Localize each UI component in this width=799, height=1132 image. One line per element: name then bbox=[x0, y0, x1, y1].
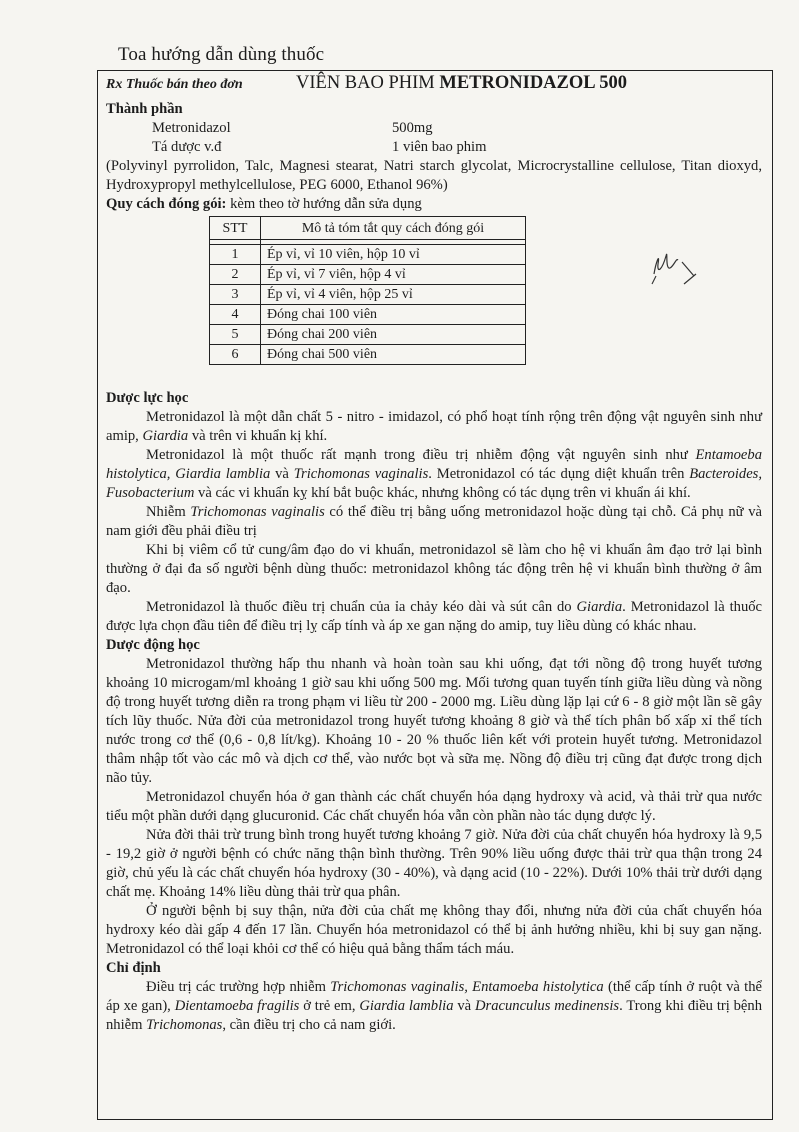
product-title bbox=[296, 74, 627, 93]
excipient-list: (Polyvinyl pyrrolidon, Talc, Magnesi stearat, Natri starch glycolat, Microcrystalline cellulose, Titan dioxyd, Hydroxypropyl methylcellulose, PEG 6000, Ethanol 96%) bbox=[106, 158, 762, 193]
ingredient-row bbox=[106, 138, 762, 157]
paragraph: Metronidazol là thuốc điều trị chuẩn của ỉa chảy kéo dài và sút cân do Giardia. Metronidazol là thuốc được lựa chọn đầu tiên để điều trị lỵ cấp tính và áp xe gan nặng do amip, tuy liều dùng có khác nhau. bbox=[106, 599, 763, 634]
ingredient-name: Metronidazol bbox=[152, 120, 231, 136]
document-title: Toa hướng dẫn dùng thuốc bbox=[118, 44, 325, 65]
table-row bbox=[210, 245, 526, 265]
stt-cell: 3 bbox=[210, 285, 261, 305]
desc-cell: Ép vỉ, vỉ 10 viên, hộp 10 vỉ bbox=[261, 245, 526, 265]
paragraph: Ở người bệnh bị suy thận, nửa đời của chất mẹ không thay đổi, nhưng nửa đời của chất chuyển hóa hydroxy kéo dài gấp 4 đến 17 lần. Chuyển hóa metronidazol có thể bị ảnh hưởng nhiều, khi bị suy gan nặng. Metronidazol có thể loại khỏi cơ thể có hiệu quả bằng thẩm tách máu. bbox=[106, 903, 762, 957]
ingredient-row bbox=[106, 119, 762, 138]
desc-cell: Đóng chai 100 viên bbox=[261, 305, 526, 325]
rx-label: Rx Thuốc bán theo đơn bbox=[106, 77, 243, 92]
paragraph: Metronidazol thường hấp thu nhanh và hoàn toàn sau khi uống, đạt tới nồng độ trong huyết tương khoảng 10 microgam/ml khoảng 1 giờ sau khi uống 500 mg. Mối tương quan tuyến tính giữa liều dùng và nồng độ trong huyết tương diễn ra trong phạm vi liều từ 200 - 2000 mg. Liều dùng lặp lại cứ 6 - 8 giờ một lần sẽ gây tích lũy thuốc. Nửa đời của metronidazol trong huyết tương khoảng 8 giờ và thể tích phân bố xấp xỉ thể tích nước trong cơ thể (0,6 - 0,8 lít/kg). Khoảng 10 - 20 % thuốc liên kết với protein huyết tương. Metronidazol thâm nhập tốt vào các mô và dịch cơ thể, vào nước bọt và sữa mẹ. Nồng độ điều trị cũng đạt được trong dịch não tủy. bbox=[106, 656, 762, 786]
ingredient-amount: 500mg bbox=[392, 120, 433, 136]
desc-cell: Đóng chai 500 viên bbox=[261, 345, 526, 365]
indications-heading: Chỉ định bbox=[106, 960, 161, 976]
stt-cell: 6 bbox=[210, 345, 261, 365]
table-row bbox=[210, 265, 526, 285]
table-header-stt: STT bbox=[210, 217, 261, 240]
paragraph: Điều trị các trường hợp nhiễm Trichomonas vaginalis, Entamoeba histolytica (thể cấp tính ở ruột và thể áp xe gan), Dientamoeba fragilis ở trẻ em, Giardia lamblia và Dracunculus medinensis. Trong khi điều trị bệnh nhiễm Trichomonas, cần điều trị cho cả nam giới. bbox=[106, 979, 763, 1033]
table-row bbox=[210, 345, 526, 365]
stt-cell: 1 bbox=[210, 245, 261, 265]
product-prefix: VIÊN BAO PHIM bbox=[296, 73, 435, 93]
packaging-line bbox=[106, 195, 762, 214]
table-row bbox=[210, 325, 526, 345]
desc-cell: Đóng chai 200 viên bbox=[261, 325, 526, 345]
paragraph: Metronidazol chuyển hóa ở gan thành các chất chuyển hóa dạng hydroxy và acid, và thải trừ qua nước tiểu một phần dưới dạng glucuronid. Các chất chuyển hóa vẫn còn phần nào tác dụng dược lý. bbox=[106, 789, 762, 824]
stt-cell: 5 bbox=[210, 325, 261, 345]
packaging-heading: Quy cách đóng gói: bbox=[106, 196, 227, 212]
paragraph: Khi bị viêm cổ tử cung/âm đạo do vi khuẩn, metronidazol sẽ làm cho hệ vi khuẩn âm đạo trở lại bình thường ở đại đa số người bệnh dùng thuốc: metronidazol không tác động trên hệ vi khuẩn bình thường ở âm đạo. bbox=[106, 542, 762, 596]
paragraph: Metronidazol là một dẫn chất 5 - nitro - imidazol, có phổ hoạt tính rộng trên động vật nguyên sinh như amip, Giardia và trên vi khuẩn kị khí. bbox=[106, 409, 762, 444]
pharmacokinetics-heading: Dược động học bbox=[106, 637, 200, 653]
product-name: METRONIDAZOL 500 bbox=[439, 73, 627, 93]
product-header bbox=[106, 74, 762, 94]
packaging-text: kèm theo tờ hướng dẫn sửa dụng bbox=[226, 196, 422, 212]
ingredient-name: Tá dược v.đ bbox=[152, 139, 222, 155]
desc-cell: Ép vỉ, vỉ 7 viên, hộp 4 vỉ bbox=[261, 265, 526, 285]
packaging-table bbox=[209, 216, 526, 365]
table-row bbox=[210, 285, 526, 305]
table-header-desc: Mô tả tóm tắt quy cách đóng gói bbox=[261, 217, 526, 240]
leaflet-content bbox=[106, 74, 762, 1035]
paragraph: Nửa đời thải trừ trung bình trong huyết tương khoảng 7 giờ. Nửa đời của chất chuyển hóa hydroxy là 9,5 - 19,2 giờ ở người bệnh có chức năng thận bình thường. Trên 90% liều uống được thải trừ qua thận trong 24 giờ, chủ yếu là các chất chuyển hóa hydroxy (30 - 40%), và dạng acid (10 - 22%). Dưới 10% thải trừ dưới dạng chất mẹ. Khoảng 14% liều dùng thải trừ qua phân. bbox=[106, 827, 762, 900]
ingredient-amount: 1 viên bao phim bbox=[392, 139, 487, 155]
stt-cell: 2 bbox=[210, 265, 261, 285]
table-row bbox=[210, 305, 526, 325]
paragraph: Metronidazol là một thuốc rất mạnh trong điều trị nhiễm động vật nguyên sinh như Entamoeba histolytica, Giardia lamblia và Trichomonas vaginalis. Metronidazol có tác dụng diệt khuẩn trên Bacteroides, Fusobacterium và các vi khuẩn kỵ khí bắt buộc khác, nhưng không có tác dụng trên vi khuẩn ái khí. bbox=[106, 447, 762, 501]
desc-cell: Ép vỉ, vỉ 4 viên, hộp 25 vỉ bbox=[261, 285, 526, 305]
stt-cell: 4 bbox=[210, 305, 261, 325]
composition-heading: Thành phần bbox=[106, 101, 183, 117]
paragraph: Nhiễm Trichomonas vaginalis có thể điều trị bằng uống metronidazol hoặc dùng tại chỗ. Cả phụ nữ và nam giới đều phải điều trị bbox=[106, 504, 762, 539]
pharmacodynamics-heading: Dược lực học bbox=[106, 390, 189, 406]
